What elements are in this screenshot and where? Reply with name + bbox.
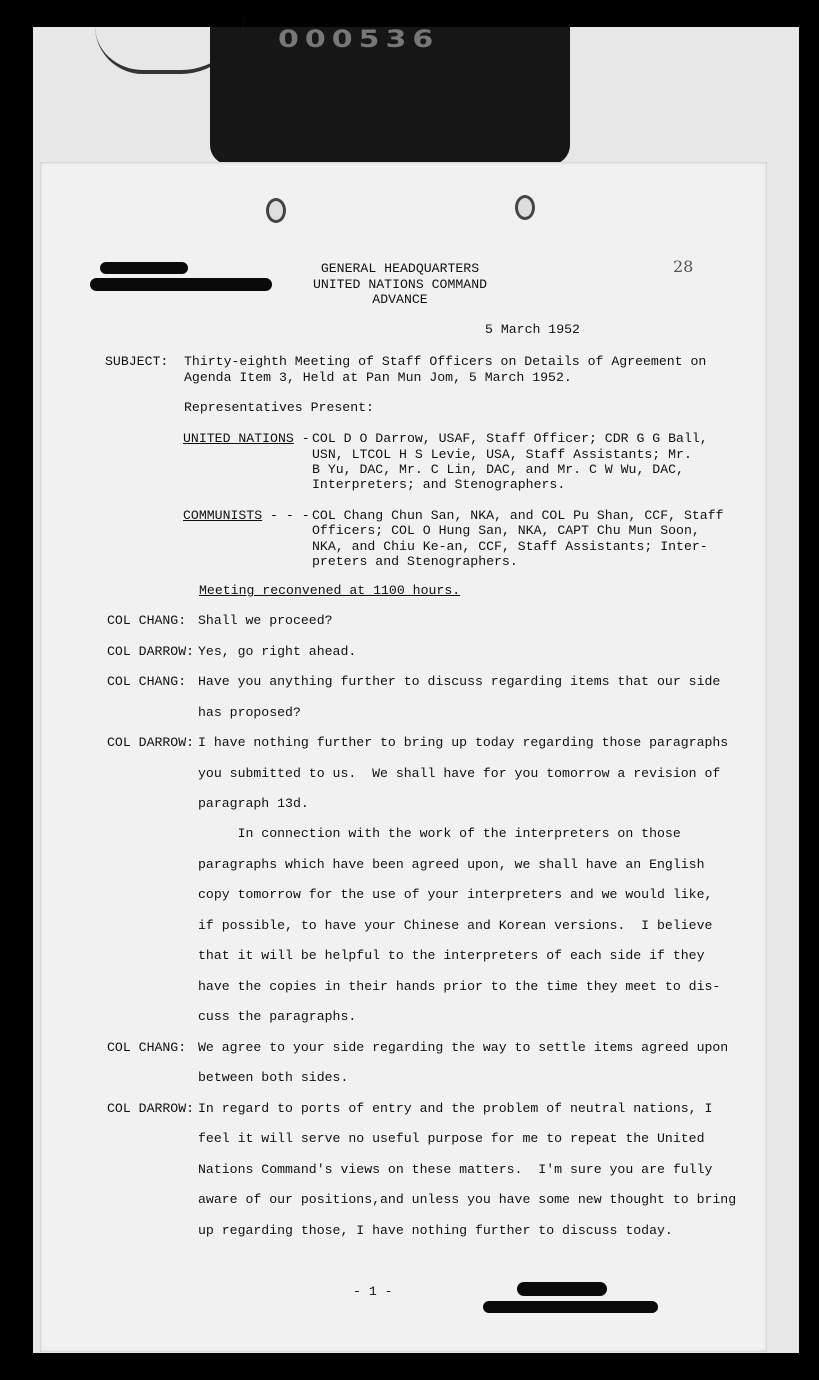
communists-line-1: COL Chang Chun San, NKA, and COL Pu Shan, CCF, Staff — [312, 508, 724, 523]
dialogue-line: Have you anything further to discuss regarding items that our side — [198, 674, 721, 689]
un-label-row — [183, 431, 318, 447]
dialogue-line: you submitted to us. We shall have for you tomorrow a revision of — [198, 766, 721, 781]
dialogue-line: aware of our positions,and unless you have some new thought to bring — [198, 1192, 737, 1207]
stamp-number: 000536 — [278, 25, 440, 54]
dialogue-line: Shall we proceed? — [198, 613, 333, 628]
un-label: UNITED NATIONS — [183, 431, 294, 446]
dialogue-line: I have nothing further to bring up today regarding those paragraphs — [198, 735, 729, 750]
dialogue-line: have the copies in their hands prior to the time they meet to dis- — [198, 979, 721, 994]
communists-label-row — [183, 508, 318, 524]
speaker-label: COL DARROW: — [107, 644, 195, 659]
dialogue-line: cuss the paragraphs. — [198, 1009, 357, 1024]
dialogue-line: copy tomorrow for the use of your interpreters and we would like, — [198, 887, 713, 902]
dialogue-line: that it will be helpful to the interpreters of each side if they — [198, 948, 705, 963]
reconvened-note: Meeting reconvened at 1100 hours. — [199, 583, 461, 598]
speaker-label: COL DARROW: — [107, 1101, 195, 1116]
dialogue-line: paragraph 13d. — [198, 796, 309, 811]
speaker-label: COL CHANG: — [107, 1040, 187, 1055]
page-mark: 28 — [673, 257, 694, 276]
dialogue-line: between both sides. — [198, 1070, 349, 1085]
dialogue-line: Nations Command's views on these matters. I'm sure you are fully — [198, 1162, 713, 1177]
subject-line-1: Thirty-eighth Meeting of Staff Officers on Details of Agreement on — [184, 354, 707, 369]
communists-dash: - - - — [262, 508, 318, 523]
un-dash: - — [293, 431, 318, 446]
subject-line-2: Agenda Item 3, Held at Pan Mun Jom, 5 March 1952. — [184, 370, 572, 385]
un-line-2: USN, LTCOL H S Levie, USA, Staff Assistants; Mr. — [312, 447, 692, 462]
header-line-3: ADVANCE — [372, 292, 428, 307]
punch-hole-left — [266, 198, 286, 223]
page-number: - 1 - — [353, 1284, 393, 1299]
un-line-1: COL D O Darrow, USAF, Staff Officer; CDR G G Ball, — [312, 431, 708, 446]
dialogue-line: if possible, to have your Chinese and Korean versions. I believe — [198, 918, 713, 933]
punch-hole-right — [515, 195, 535, 220]
dialogue-line: In regard to ports of entry and the problem of neutral nations, I — [198, 1101, 713, 1116]
dialogue-line: In connection with the work of the interpreters on those — [198, 826, 681, 841]
subject-label: SUBJECT: — [105, 354, 169, 369]
dialogue-line: We agree to your side regarding the way to settle items agreed upon — [198, 1040, 729, 1055]
communists-line-2: Officers; COL O Hung San, NKA, CAPT Chu Mun Soon, — [312, 523, 700, 538]
dialogue-line: paragraphs which have been agreed upon, we shall have an English — [198, 857, 705, 872]
document-page — [40, 162, 767, 1352]
redaction-bottom-2 — [483, 1301, 658, 1313]
dialogue-line: feel it will serve no useful purpose for me to repeat the United — [198, 1131, 705, 1146]
dialogue-line: up regarding those, I have nothing further to discuss today. — [198, 1223, 673, 1238]
dialogue-line: Yes, go right ahead. — [198, 644, 357, 659]
document-date: 5 March 1952 — [485, 322, 580, 337]
redaction-bottom-1 — [517, 1282, 607, 1296]
communists-line-3: NKA, and Chiu Ke-an, CCF, Staff Assistants; Inter- — [312, 539, 708, 554]
un-line-4: Interpreters; and Stenographers. — [312, 477, 566, 492]
speaker-label: COL CHANG: — [107, 613, 187, 628]
header-line-2: UNITED NATIONS COMMAND — [312, 277, 488, 292]
communists-line-4: preters and Stenographers. — [312, 554, 518, 569]
representatives-heading: Representatives Present: — [184, 400, 374, 415]
speaker-label: COL CHANG: — [107, 674, 187, 689]
un-line-3: B Yu, DAC, Mr. C Lin, DAC, and Mr. C W Wu, DAC, — [312, 462, 684, 477]
communists-label: COMMUNISTS — [183, 508, 263, 523]
dialogue-line: has proposed? — [198, 705, 301, 720]
speaker-label: COL DARROW: — [107, 735, 195, 750]
header-line-1: GENERAL HEADQUARTERS — [320, 261, 480, 276]
redaction-top-1 — [100, 262, 188, 274]
